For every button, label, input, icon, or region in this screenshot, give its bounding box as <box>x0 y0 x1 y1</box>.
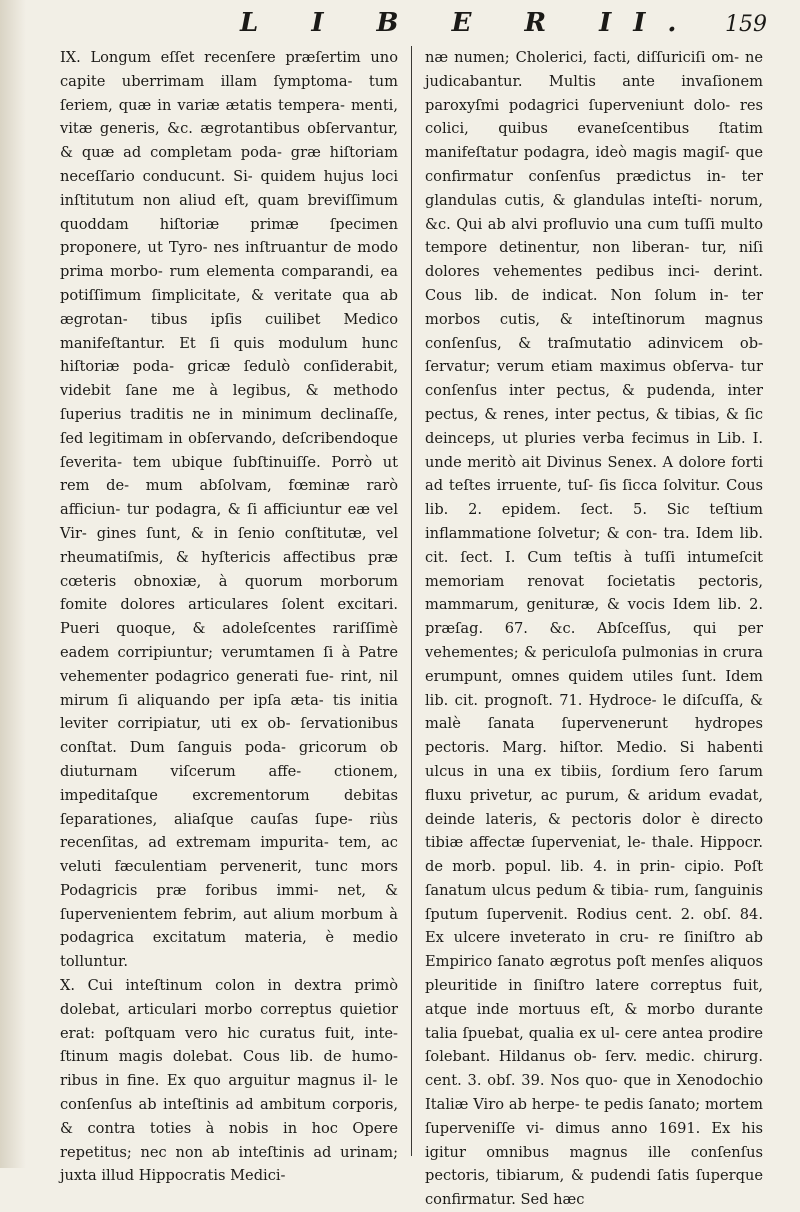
left-column <box>60 46 398 1188</box>
paragraph-ix: IX. Longum eſſet recenſere præſertim uno capite uberrimam illam ſymptoma- tum ſeriem, quæ in variæ ætatis tempera- menti, vitæ generis, &c. ægrotantibus obſervantur, & quæ ad completam poda- græ hiſtoriam neceſſario conducunt. Si- quidem hujus loci inſtitutum non aliud eſt, quam breviſſimum quoddam hiſtoriæ primæ ſpecimen proponere, ut Tyro- nes inſtruantur de modo prima morbo- rum elementa comparandi, ea potiſſimum ſimplicitate, & veritate qua ab ægrotan- tibus ipſis cuilibet Medico manifeſtantur. Et ſi quis modulum hunc hiſtoriæ poda- gricæ ſedulò conſiderabit, videbit ſane me à legibus, & methodo ſuperius traditis ne in minimum declinaſſe, ſed legitimam in obſervando, deſcribendoque ſeverita- tem ubique ſubſtinuiſſe. Porrò ut rem de- mum abſolvam, fœminæ rarò afficiun- tur podagra, & ſi afficiuntur eæ vel Vir- gines ſunt, & in ſenio conſtitutæ, vel rheumatiſmis, & hyſtericis affectibus præ cœteris obnoxiæ, à quorum morborum fomite dolores articulares ſolent excitari. Pueri quoque, & adoleſcentes rariſſimè eadem corripiuntur; verumtamen ſi à Patre vehementer podagrico generati fue- rint, nil mirum ſi aliquando per ipſa æta- tis initia leviter corripiatur, uti ex ob- ſervationibus conſtat. Dum ſanguis poda- gricorum ob diuturnam viſcerum affe- ctionem, impeditaſque excrementorum debitas ſeparationes, aliaſque cauſas ſupe- riùs recenſitas, ad extremam impurita- tem, ac veluti fæculentiam pervenerit, tunc mors Podagricis præ foribus immi- net, & ſupervenientem febrim, aut alium morbum à podagrica excitatum materia, è medio tolluntur. <box>60 49 398 971</box>
page-edge-shadow <box>0 0 26 1168</box>
right-column <box>425 46 763 1212</box>
page-number: 159 <box>725 12 767 37</box>
paragraph-x: X. Cui inteſtinum colon in dextra primò dolebat, articulari morbo correptus quietior erat: poſtquam vero hic curatus fuit, inte- ſtinum magis dolebat. Cous lib. de humo- ribus in fine. Ex quo arguitur magnus il- le conſenſus ab inteſtinis ad ambitum corporis, & contra toties à nobis in hoc Opere repetitus; nec non ab inteſtinis ad urinam; juxta illud Hippocratis Medici- <box>60 977 398 1185</box>
page-header <box>0 8 800 50</box>
column-divider <box>411 46 412 1156</box>
paragraph-continued: næ numen; Cholerici, facti, diſſuriciſi om- ne judicabantur. Multis ante invaſionem paroxyſmi podagrici ſuperveniunt dolo- res colici, quibus evaneſcentibus ſtatim manifeſtatur podagra, ideò magis magiſ- que confirmatur conſenſus prædictus in- ter glandulas cutis, & glandulas inteſti- norum, &c. Qui ab alvi profluvio una cum tuſſi multo tempore detinentur, non liberan- tur, niſi dolores vehementes pedibus inci- derint. Cous lib. de indicat. Non ſolum in- ter morbos cutis, & inteſtinorum magnus conſenſus, & traſmutatio adinvicem ob- ſervatur; verum etiam maximus obſerva- tur conſenſus inter pectus, & pudenda, inter pectus, & renes, inter pectus, & tibias, & ſic deinceps, ut pluries verba fecimus in Lib. I. unde meritò ait Divinus Senex. A dolore forti ad teſtes irruente, tuſ- ſis ſicca ſolvitur. Cous lib. 2. epidem. ſect. 5. Sic teſtium inflammatione ſolvetur; & con- tra. Idem lib. cit. ſect. I. Cum teſtis à tuſſi intumeſcit memoriam renovat ſocietatis pectoris, mammarum, genituræ, & vocis Idem lib. 2. præſag. 67. &c. Abſceſſus, qui per vehementes; & periculoſa pulmonias in crura erumpunt, omnes quidem utiles ſunt. Idem lib. cit. prognoſt. 71. Hydroce- le diſcuſſa, & malè ſanata ſupervenerunt hydropes pectoris. Marg. hiſtor. Medio. Si habenti ulcus in una ex tibiis, ſordium ſero ſarum fluxu privetur, ac purum, & aridum evadat, deinde lateris, & pectoris dolor è directo tibiæ affectæ ſuperveniat, le- thale. Hippocr. de morb. popul. lib. 4. in prin- cipio. Poſt ſanatum ulcus pedum & tibia- rum, ſanguinis ſputum ſupervenit. Rodius cent. 2. obſ. 84. Ex ulcere inveterato in cru- re ſiniſtro ab Empirico ſanato ægrotus poſt menſes aliquos pleuritide in ſiniſtro latere correptus fuit, atque inde mortuus eſt, & morbo durante talia ſpuebat, qualia ex ul- cere antea prodire ſolebant. Hildanus ob- ſerv. medic. chirurg. cent. 3. obſ. 39. Nos quo- que in Xenodochio Italiæ Viro ab herpe- te pedis ſanato; mortem ſuperveniſſe vi- dimus anno 1691. Ex his igitur omnibus magnus ille conſenſus pectoris, tibiarum, & pudendi ſatis ſuperque confirmatur. Sed hæc <box>425 49 763 1209</box>
running-head: L I B E R II. <box>240 8 699 38</box>
